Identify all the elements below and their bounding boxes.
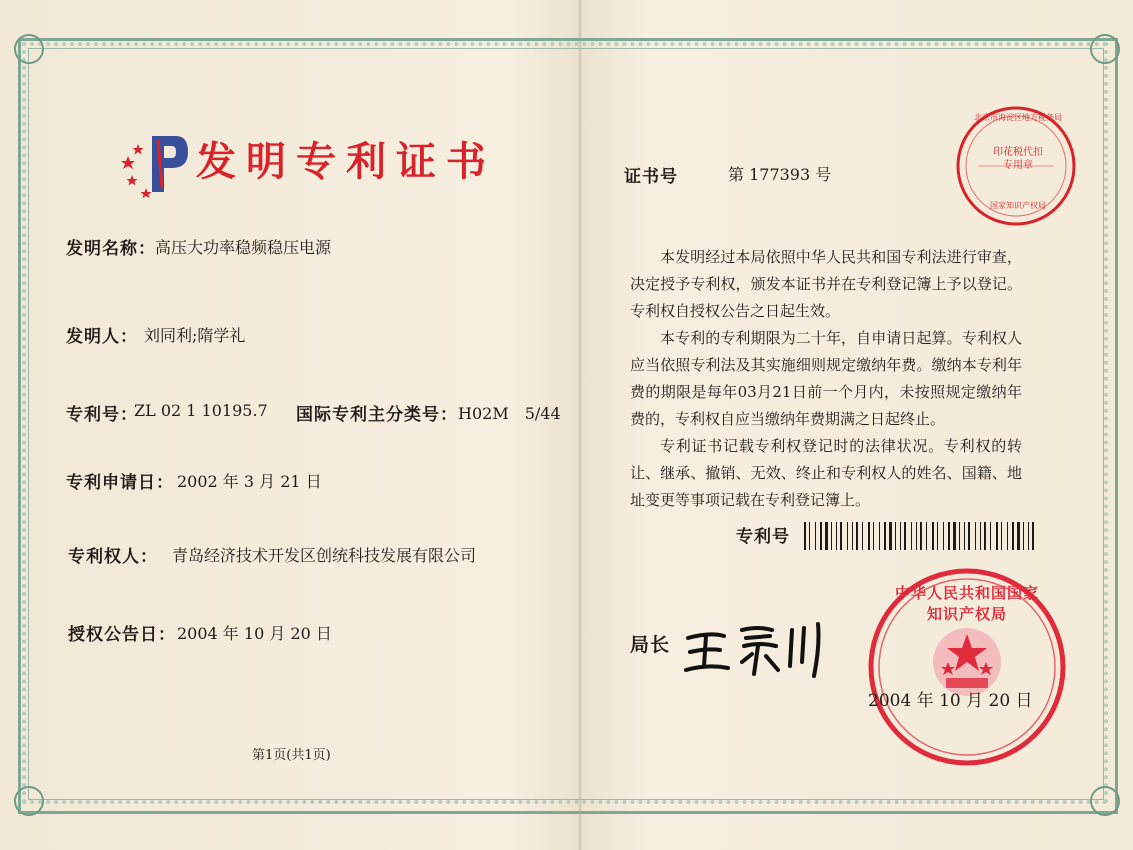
cert-number-label: 证书号 [624, 167, 678, 187]
issue-date: 2004 年 10 月 20 日 [868, 691, 1033, 711]
certificate-title: 发明专利证书 [196, 139, 496, 185]
application-date-label: 专利申请日： [66, 473, 174, 493]
corner-ornament [1090, 786, 1120, 816]
big-seal-text: 中华人民共和国国家知识产权局 [894, 584, 1039, 623]
barcode-label: 专利号 [736, 527, 790, 547]
invention-name: 高压大功率稳频稳压电源 [155, 238, 332, 257]
patent-barcode [804, 522, 1036, 550]
director-signature [680, 616, 830, 680]
tax-seal-ring-text: 北京市海淀区地方税务局 [974, 113, 1062, 122]
corner-ornament [14, 786, 44, 816]
patent-number: ZL 02 1 10195.7 [134, 401, 268, 420]
corner-ornament [14, 34, 44, 64]
tax-seal-bottom-text: 国家知识产权局 [990, 201, 1046, 210]
patent-number-label: 专利号： [66, 405, 138, 425]
inventor-names: 刘同利;隋学礼 [144, 326, 246, 345]
certificate-body-text [630, 244, 1022, 514]
invention-name-label: 发明名称： [66, 239, 156, 259]
body-paragraph: 本发明经过本局依照中华人民共和国专利法进行审查，决定授予专利权，颁发本证书并在专利登记簿上予以登记。专利权自授权公告之日起生效。 [630, 248, 1022, 320]
tax-seal-center-text: 印花税代扣专用章 [993, 147, 1043, 171]
grant-date-label: 授权公告日： [68, 625, 176, 645]
body-paragraph: 本专利的专利期限为二十年，自申请日起算。专利权人应当依照专利法及其实施细则规定缴纳年费。缴纳本专利年费的期限是每年03月21日前一个月内，未按照规定缴纳年费的，专利权自应当缴纳年费期满之日起终止。 [630, 329, 1022, 428]
corner-ornament [1090, 34, 1120, 64]
application-date: 2002 年 3 月 21 日 [177, 472, 322, 491]
page-footer: 第1页(共1页) [252, 748, 331, 763]
inventor-label: 发明人： [66, 327, 138, 347]
patentee-name: 青岛经济技术开发区创统科技发展有限公司 [172, 546, 477, 565]
body-paragraph: 专利证书记载专利权登记时的法律状况。专利权的转让、继承、撤销、无效、终止和专利权人的姓名、国籍、地址变更等事项记载在专利登记簿上。 [630, 437, 1022, 509]
patentee-label: 专利权人： [68, 547, 158, 567]
grant-date: 2004 年 10 月 20 日 [177, 624, 332, 643]
ipc-code: H02M 5/44 [458, 404, 561, 423]
cert-number: 第 177393 号 [728, 165, 832, 184]
director-label: 局长 [630, 634, 671, 656]
ipc-label: 国际专利主分类号： [296, 405, 458, 425]
patent-office-emblem-icon [118, 128, 190, 198]
